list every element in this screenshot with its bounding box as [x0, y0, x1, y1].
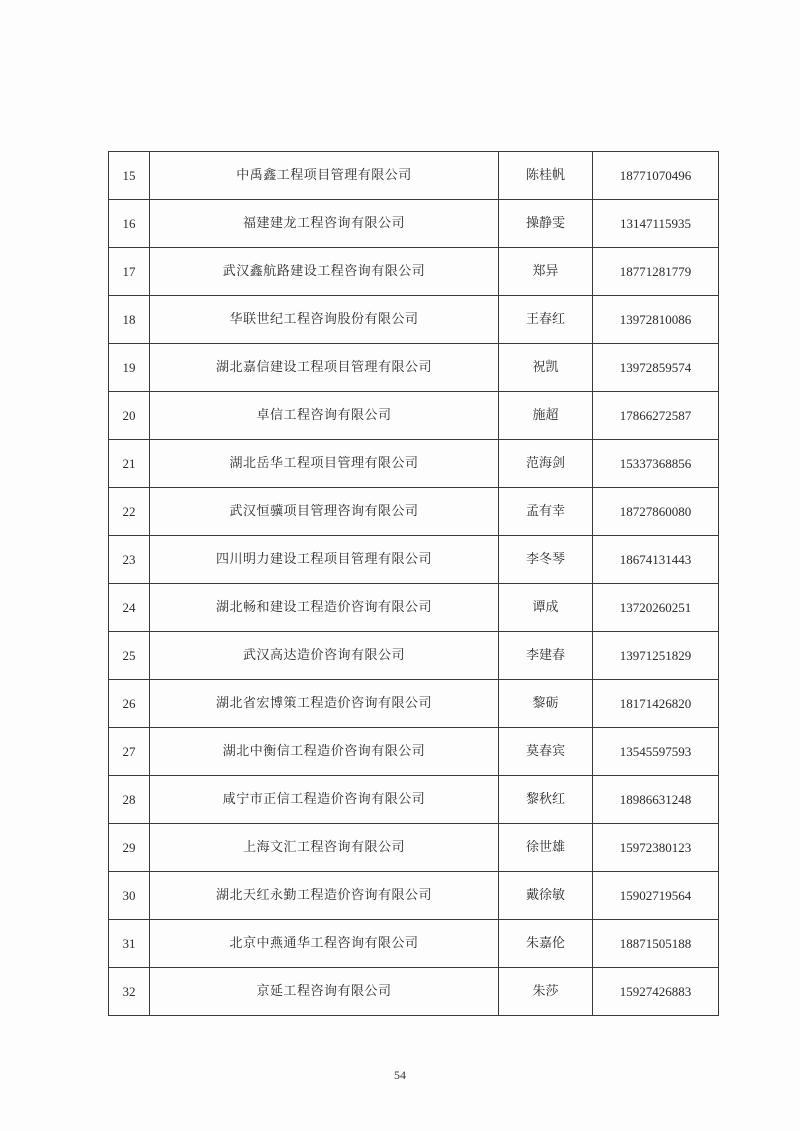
company-name-cell: 湖北嘉信建设工程项目管理有限公司 [150, 344, 499, 392]
table-row [109, 152, 719, 200]
phone-number-cell: 13545597593 [593, 728, 719, 776]
row-number-cell: 22 [109, 488, 150, 536]
row-number-cell: 15 [109, 152, 150, 200]
row-number-cell: 30 [109, 872, 150, 920]
table-row [109, 296, 719, 344]
contact-person-cell: 王春红 [499, 296, 593, 344]
contact-person-cell: 操静雯 [499, 200, 593, 248]
phone-number-cell: 13971251829 [593, 632, 719, 680]
table-row [109, 536, 719, 584]
table-row [109, 440, 719, 488]
table-row [109, 584, 719, 632]
row-number-cell: 25 [109, 632, 150, 680]
phone-number-cell: 17866272587 [593, 392, 719, 440]
contact-person-cell: 祝凯 [499, 344, 593, 392]
table-row [109, 488, 719, 536]
row-number-cell: 24 [109, 584, 150, 632]
table-row [109, 680, 719, 728]
phone-number-cell: 13147115935 [593, 200, 719, 248]
row-number-cell: 21 [109, 440, 150, 488]
contact-person-cell: 范海剑 [499, 440, 593, 488]
row-number-cell: 32 [109, 968, 150, 1016]
row-number-cell: 26 [109, 680, 150, 728]
contact-person-cell: 莫春宾 [499, 728, 593, 776]
contact-person-cell: 黎秋红 [499, 776, 593, 824]
contact-person-cell: 朱莎 [499, 968, 593, 1016]
company-name-cell: 湖北岳华工程项目管理有限公司 [150, 440, 499, 488]
phone-number-cell: 13720260251 [593, 584, 719, 632]
contact-person-cell: 戴徐敏 [499, 872, 593, 920]
contact-person-cell: 陈桂帆 [499, 152, 593, 200]
row-number-cell: 20 [109, 392, 150, 440]
company-name-cell: 北京中燕通华工程咨询有限公司 [150, 920, 499, 968]
row-number-cell: 18 [109, 296, 150, 344]
company-name-cell: 卓信工程咨询有限公司 [150, 392, 499, 440]
contact-person-cell: 李建春 [499, 632, 593, 680]
company-name-cell: 上海文汇工程咨询有限公司 [150, 824, 499, 872]
contact-person-cell: 朱嘉伦 [499, 920, 593, 968]
company-name-cell: 咸宁市正信工程造价咨询有限公司 [150, 776, 499, 824]
row-number-cell: 31 [109, 920, 150, 968]
row-number-cell: 28 [109, 776, 150, 824]
phone-number-cell: 18674131443 [593, 536, 719, 584]
company-name-cell: 四川明力建设工程项目管理有限公司 [150, 536, 499, 584]
contact-person-cell: 黎砺 [499, 680, 593, 728]
table-row [109, 392, 719, 440]
phone-number-cell: 15972380123 [593, 824, 719, 872]
company-name-cell: 湖北畅和建设工程造价咨询有限公司 [150, 584, 499, 632]
table-body [109, 152, 719, 1016]
phone-number-cell: 15927426883 [593, 968, 719, 1016]
row-number-cell: 27 [109, 728, 150, 776]
table-row [109, 200, 719, 248]
row-number-cell: 17 [109, 248, 150, 296]
table-row [109, 824, 719, 872]
company-name-cell: 京延工程咨询有限公司 [150, 968, 499, 1016]
table-row [109, 968, 719, 1016]
phone-number-cell: 18727860080 [593, 488, 719, 536]
phone-number-cell: 18771070496 [593, 152, 719, 200]
table-row [109, 920, 719, 968]
contact-person-cell: 施超 [499, 392, 593, 440]
company-name-cell: 武汉恒骥项目管理咨询有限公司 [150, 488, 499, 536]
company-name-cell: 湖北中衡信工程造价咨询有限公司 [150, 728, 499, 776]
phone-number-cell: 18871505188 [593, 920, 719, 968]
contact-person-cell: 孟有幸 [499, 488, 593, 536]
company-name-cell: 湖北天红永勤工程造价咨询有限公司 [150, 872, 499, 920]
company-name-cell: 湖北省宏博策工程造价咨询有限公司 [150, 680, 499, 728]
table-row [109, 344, 719, 392]
row-number-cell: 23 [109, 536, 150, 584]
table-row [109, 776, 719, 824]
row-number-cell: 19 [109, 344, 150, 392]
contact-person-cell: 谭成 [499, 584, 593, 632]
phone-number-cell: 15902719564 [593, 872, 719, 920]
table-row [109, 728, 719, 776]
company-name-cell: 武汉鑫航路建设工程咨询有限公司 [150, 248, 499, 296]
phone-number-cell: 15337368856 [593, 440, 719, 488]
phone-number-cell: 13972810086 [593, 296, 719, 344]
company-name-cell: 武汉高达造价咨询有限公司 [150, 632, 499, 680]
row-number-cell: 29 [109, 824, 150, 872]
table-row [109, 872, 719, 920]
phone-number-cell: 18771281779 [593, 248, 719, 296]
table-row [109, 248, 719, 296]
phone-number-cell: 18986631248 [593, 776, 719, 824]
table-row [109, 632, 719, 680]
contact-person-cell: 李冬琴 [499, 536, 593, 584]
contact-person-cell: 徐世雄 [499, 824, 593, 872]
contact-person-cell: 郑异 [499, 248, 593, 296]
page-number: 54 [394, 1068, 406, 1082]
phone-number-cell: 13972859574 [593, 344, 719, 392]
company-contact-table [108, 151, 719, 1016]
row-number-cell: 16 [109, 200, 150, 248]
company-name-cell: 华联世纪工程咨询股份有限公司 [150, 296, 499, 344]
company-name-cell: 福建建龙工程咨询有限公司 [150, 200, 499, 248]
company-name-cell: 中禹鑫工程项目管理有限公司 [150, 152, 499, 200]
phone-number-cell: 18171426820 [593, 680, 719, 728]
